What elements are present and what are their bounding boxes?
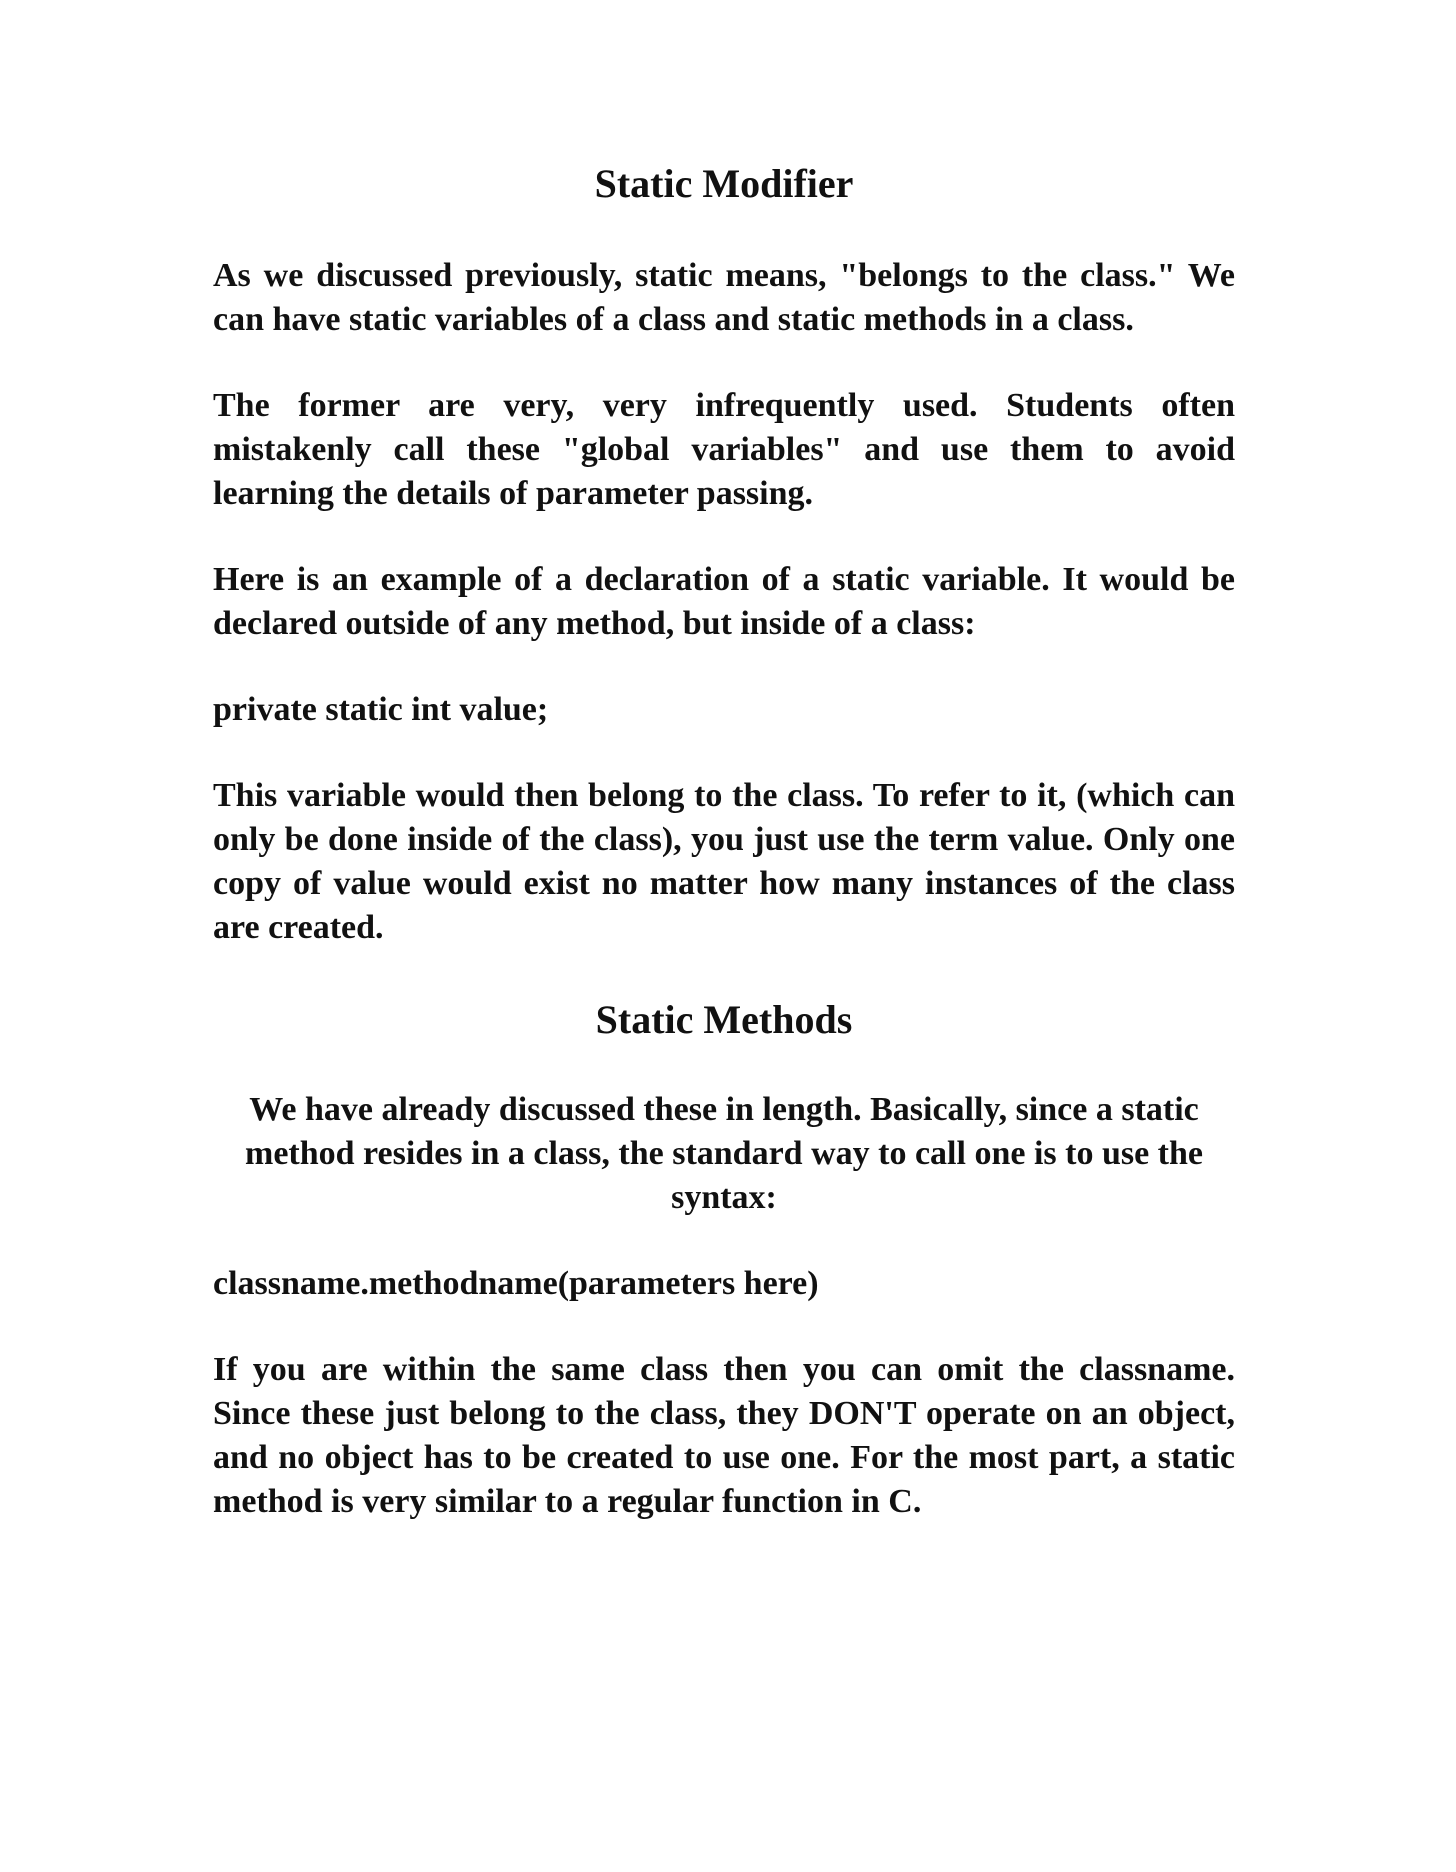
- paragraph-static-method-syntax: We have already discussed these in length. Basically, since a static method resides in a class, the standard way to call one is to use the syntax:: [245, 1091, 1203, 1216]
- code-method-call-syntax: classname.methodname(parameters here): [213, 1265, 819, 1302]
- document-page: [213, 160, 1235, 1566]
- paragraph-omit-classname: If you are within the same class then you can omit the classname. Since these just belong to the class, they DON'T operate on an object, and no object has to be created to use one. For the most part, a static method is very similar to a regular function in C.: [213, 1351, 1235, 1520]
- paragraph-static-variables-usage: The former are very, very infrequently used. Students often mistakenly call these "global variables" and use them to avoid learning the details of parameter passing.: [213, 387, 1235, 512]
- paragraph-declaration-example: Here is an example of a declaration of a static variable. It would be declared outside of any method, but inside of a class:: [213, 561, 1235, 642]
- paragraph-static-meaning: As we discussed previously, static means, "belongs to the class." We can have static variables of a class and static methods in a class.: [213, 257, 1235, 338]
- section-title-static-methods: Static Methods: [595, 997, 853, 1042]
- code-static-variable-declaration: private static int value;: [213, 691, 549, 728]
- page-title: Static Modifier: [594, 161, 854, 206]
- paragraph-variable-belongs-to-class: This variable would then belong to the class. To refer to it, (which can only be done inside of the class), you just use the term value. Only one copy of value would exist no matter how many instances of the class are created.: [213, 777, 1235, 946]
